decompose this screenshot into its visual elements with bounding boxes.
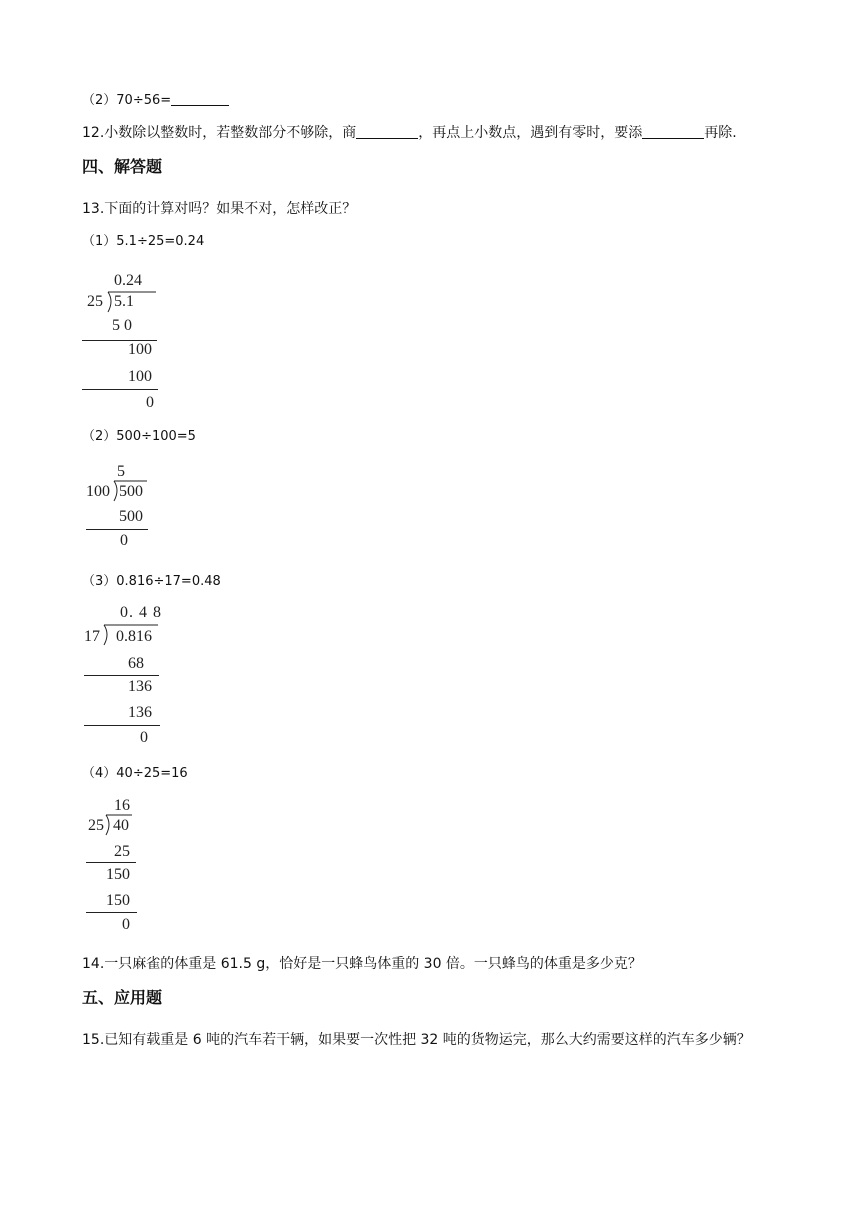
- q13-part1-step-3: 100: [128, 368, 152, 385]
- q13-part4-step-3: 150: [106, 892, 130, 909]
- q11-part2-label: （2）70÷56=: [82, 93, 172, 108]
- q13-part2-dividend: 500: [119, 483, 143, 500]
- q13-part3-step-4: 0: [140, 729, 148, 746]
- q13-part2-long-division: [86, 463, 166, 553]
- q13-part3-rule-1: [84, 675, 159, 676]
- q13-part4-dividend: 40: [113, 817, 129, 834]
- q13-part3-quotient: 0. 4 8: [120, 604, 162, 621]
- q13-part4-label: （4）40÷25=16: [82, 766, 188, 781]
- q13-part3-divisor: 17: [84, 628, 100, 645]
- q13-part1-step-4: 0: [146, 394, 154, 411]
- q13-part3-step-2: 136: [128, 678, 152, 695]
- q13-part2-step-1: 500: [119, 508, 143, 525]
- q13-part4-quotient: 16: [114, 797, 130, 814]
- q11-part2-line: [82, 90, 229, 111]
- q13-part3-label: （3）0.816÷17=0.48: [82, 574, 221, 589]
- q13-part3-step-3: 136: [128, 704, 152, 721]
- q13-part3-long-division: [84, 604, 174, 754]
- q13-part1-label: （1）5.1÷25=0.24: [82, 234, 205, 249]
- q13-part2-divisor: 100: [86, 483, 110, 500]
- q13-part2-quotient: 5: [117, 463, 125, 480]
- q13-part4-step-4: 0: [122, 916, 130, 933]
- q13-part3-dividend: 0.816: [116, 628, 152, 645]
- q13-part4-step-2: 150: [106, 866, 130, 883]
- section-4-title: 四、解答题: [82, 157, 163, 176]
- q13-part3-rule-2: [84, 725, 160, 726]
- q12-line: [82, 123, 737, 143]
- q13-part2-label: （2）500÷100=5: [82, 429, 196, 444]
- q13-part1-step-2: 100: [128, 341, 152, 358]
- q13-part1-step-1: 5 0: [112, 317, 132, 334]
- q12-text-b: ，再点上小数点，遇到有零时，要添: [418, 125, 643, 141]
- q13-prompt: 13.下面的计算对吗？如果不对，怎样改正？: [82, 201, 357, 217]
- q13-part1-divisor: 25: [87, 293, 103, 310]
- q13-part4-rule-1: [86, 862, 136, 863]
- q12-blank-1[interactable]: [356, 123, 418, 139]
- q11-part2-blank[interactable]: [171, 90, 229, 106]
- section-5-title: 五、应用题: [82, 988, 163, 1007]
- q13-part3-step-1: 68: [128, 655, 144, 672]
- q13-part1-long-division: [82, 270, 172, 420]
- q13-part4-long-division: [86, 797, 156, 942]
- q13-part1-dividend: 5.1: [114, 293, 134, 310]
- q13-part4-step-1: 25: [114, 843, 130, 860]
- q13-part1-quotient: 0.24: [114, 272, 142, 289]
- q12-text-a: 12.小数除以整数时，若整数部分不够除，商: [82, 125, 357, 141]
- q12-text-c: 再除.: [704, 125, 737, 141]
- q13-part1-rule-2: [82, 389, 158, 390]
- q13-part4-divisor: 25: [88, 817, 104, 834]
- q13-part4-rule-2: [86, 912, 137, 913]
- q13-part2-step-2: 0: [120, 532, 128, 549]
- q13-part2-rule-1: [86, 529, 148, 530]
- q12-blank-2[interactable]: [642, 123, 704, 139]
- q14-text: 14.一只麻雀的体重是 61.5 g，恰好是一只蜂鸟体重的 30 倍。一只蜂鸟的体重是多少克？: [82, 956, 642, 972]
- q15-text: 15.已知有载重是 6 吨的汽车若干辆，如果要一次性把 32 吨的货物运完，那么大约需要这样的汽车多少辆？: [82, 1032, 751, 1048]
